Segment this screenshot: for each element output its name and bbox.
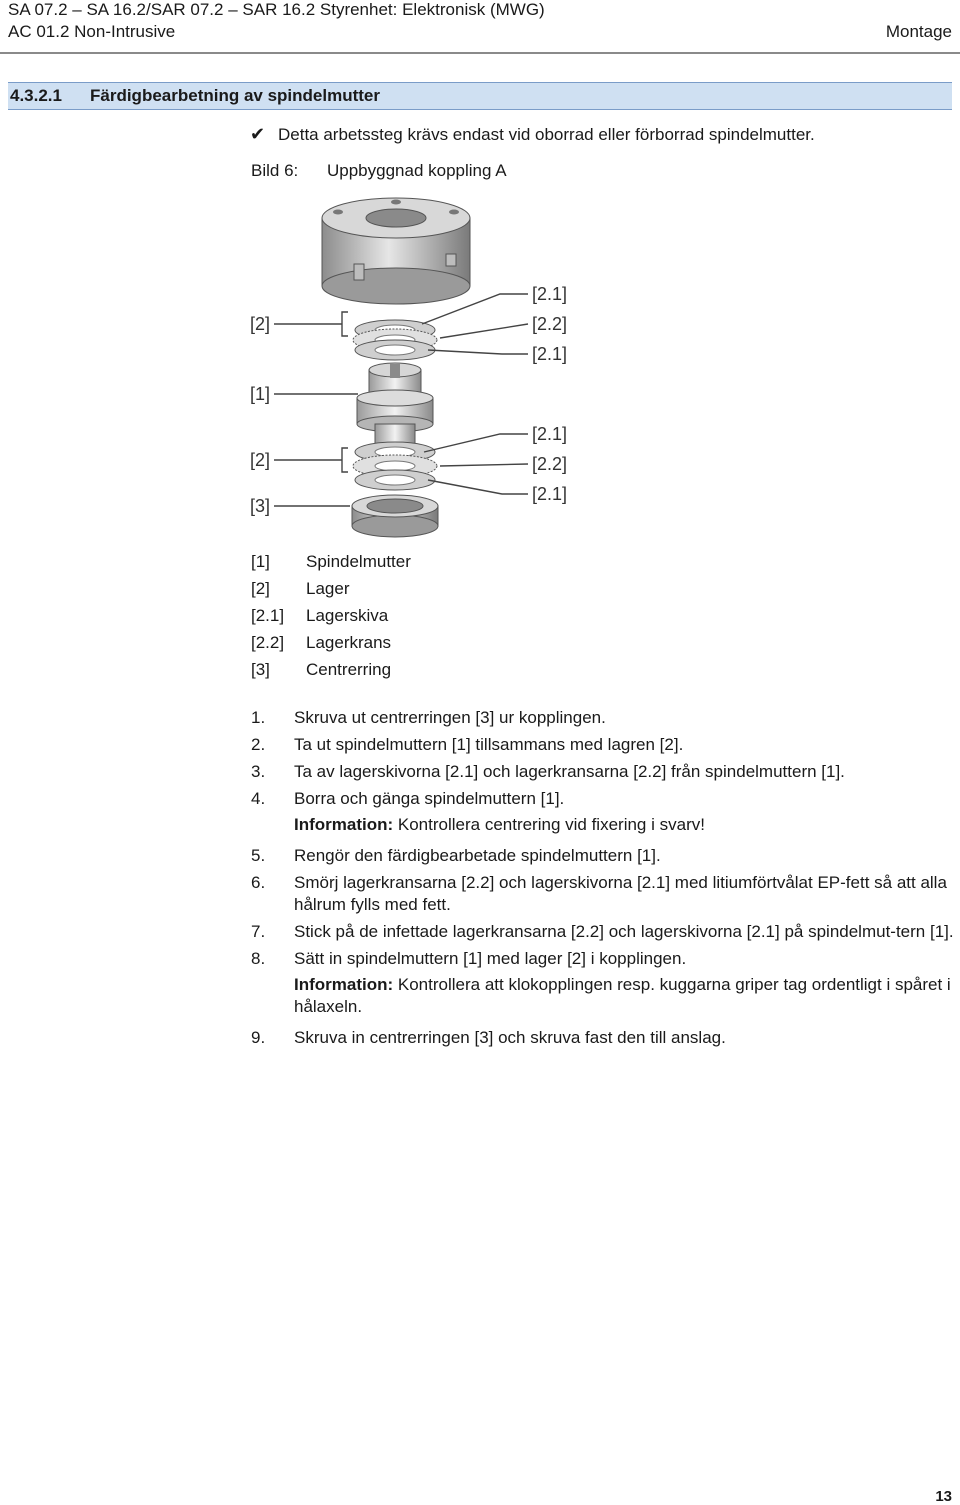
legend-key: [1] <box>251 552 270 571</box>
information-label: Information: <box>294 975 394 994</box>
callout-labels-left <box>250 314 270 516</box>
step-text: Stick på de infettade lagerkransarna [2.2] och lagerskivorna [2.1] på spindelmut-tern [1]. <box>294 922 954 941</box>
section-number: 4.3.2.1 <box>10 86 62 105</box>
legend-value: Lager <box>306 579 350 598</box>
step-text: Ta ut spindelmuttern [1] tillsammans med lagren [2]. <box>294 735 684 754</box>
step-number: 5. <box>251 846 266 865</box>
information-note <box>251 814 956 836</box>
step-number: 4. <box>251 789 266 808</box>
step-text: Rengör den färdigbearbetade spindelmuttern [1]. <box>294 846 661 865</box>
prerequisite-note: Detta arbetssteg krävs endast vid oborrad eller förborrad spindelmutter. <box>278 125 815 144</box>
procedure-step <box>251 921 956 943</box>
callout-labels-right <box>532 284 567 504</box>
step-number: 1. <box>251 708 266 727</box>
information-text: Kontrollera att klokopplingen resp. kuggarna griper tag ordentligt i spåret i hålaxeln. <box>294 975 951 1016</box>
procedure-step <box>251 788 956 810</box>
information-label: Information: <box>294 815 394 834</box>
checkmark-icon: ✔ <box>250 124 266 144</box>
procedure-step <box>251 1027 956 1049</box>
callout-label: [2.1] <box>532 344 568 364</box>
header-chapter: Montage <box>885 22 952 41</box>
step-number: 7. <box>251 922 266 941</box>
figure-title: Uppbyggnad koppling A <box>327 161 507 180</box>
procedure-step <box>251 761 956 783</box>
legend-key: [3] <box>251 660 270 679</box>
callout-label: [1] <box>250 384 271 404</box>
centering-ring <box>352 495 438 537</box>
step-text: Ta av lagerskivorna [2.1] och lagerkransarna [2.2] från spindelmuttern [1]. <box>294 762 845 781</box>
information-text: Kontrollera centrering vid fixering i svarv! <box>393 815 705 834</box>
legend-value: Spindelmutter <box>306 552 411 571</box>
callout-label: [2] <box>250 314 271 334</box>
header-divider <box>0 52 960 54</box>
callout-label: [2.2] <box>532 314 568 334</box>
step-number: 9. <box>251 1028 266 1047</box>
legend-value: Centrerring <box>306 660 392 679</box>
step-text: Skruva in centrerringen [3] och skruva fast den till anslag. <box>294 1028 726 1047</box>
lower-bearing <box>353 442 437 490</box>
callout-label: [2.1] <box>532 284 568 304</box>
information-note <box>251 974 956 1018</box>
callout-label: [2.2] <box>532 454 568 474</box>
legend-value: Lagerskiva <box>306 606 389 625</box>
step-text: Sätt in spindelmuttern [1] med lager [2] i kopplingen. <box>294 949 687 968</box>
legend-key: [2] <box>251 579 270 598</box>
spindle-nut <box>357 363 433 453</box>
procedure-step <box>251 707 956 729</box>
legend-value: Lagerkrans <box>306 633 392 652</box>
procedure-step <box>251 734 956 756</box>
step-number: 2. <box>251 735 266 754</box>
callout-label: [2.1] <box>532 424 568 444</box>
step-text: Smörj lagerkransarna [2.2] och lagerskivorna [2.1] med litiumförtvålat EP-fett så att alla hålrum fylls med fett. <box>294 873 947 914</box>
callout-label: [2.1] <box>532 484 568 504</box>
procedure-step <box>251 872 956 916</box>
callout-label: [2] <box>250 450 271 470</box>
figure-label: Bild 6: <box>251 161 299 180</box>
page-number: 13 <box>935 1488 952 1505</box>
upper-bearing <box>353 320 437 360</box>
header-document-subtitle: AC 01.2 Non-Intrusive <box>8 22 176 41</box>
coupling-housing <box>322 198 470 304</box>
legend-key: [2.1] <box>251 606 285 625</box>
section-title: Färdigbearbetning av spindelmutter <box>90 86 380 105</box>
coupling-exploded-diagram <box>240 188 600 550</box>
section-heading <box>8 82 952 110</box>
header-document-title: SA 07.2 – SA 16.2/SAR 07.2 – SAR 16.2 Styrenhet: Elektronisk (MWG) <box>8 0 545 19</box>
step-text: Borra och gänga spindelmuttern [1]. <box>294 789 565 808</box>
step-number: 8. <box>251 949 266 968</box>
procedure-step <box>251 948 956 970</box>
step-number: 3. <box>251 762 266 781</box>
step-text: Skruva ut centrerringen [3] ur kopplingen. <box>294 708 606 727</box>
procedure-steps <box>251 707 956 1054</box>
legend-key: [2.2] <box>251 633 285 652</box>
callout-label: [3] <box>250 496 271 516</box>
procedure-step <box>251 845 956 867</box>
step-number: 6. <box>251 873 266 892</box>
